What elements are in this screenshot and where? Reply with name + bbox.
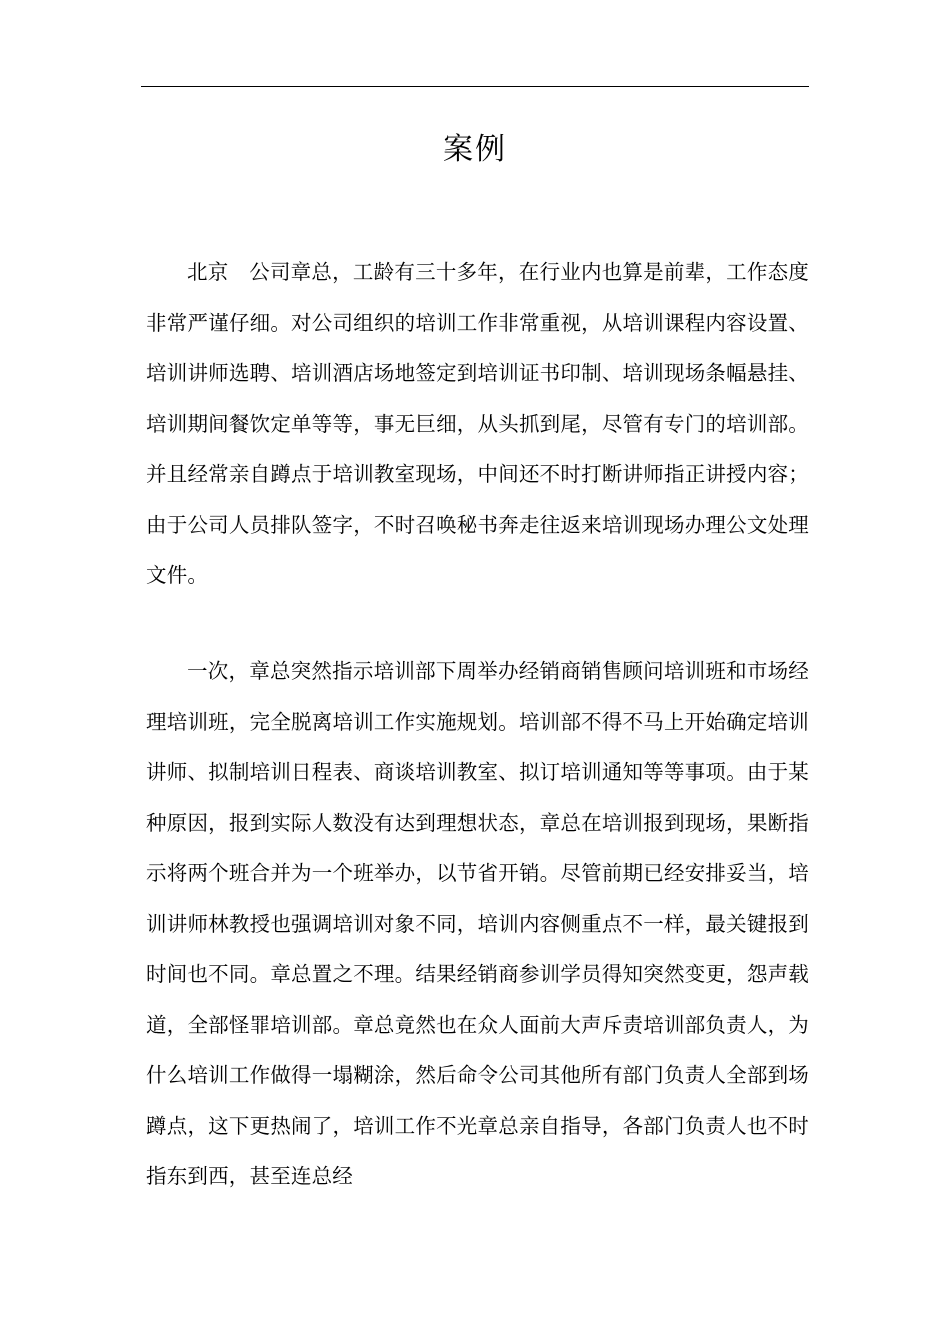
paragraph-2: 一次，章总突然指示培训部下周举办经销商销售顾问培训班和市场经理培训班，完全脱离培训工作实施规划。培训部不得不马上开始确定培训讲师、拟制培训日程表、商谈培训教室、拟订培训通知等等事项。由于某种原因，报到实际人数没有达到理想状态，章总在培训报到现场，果断指示将两个班合并为一个班举办，以节省开销。尽管前期已经安排妥当，培训讲师林教授也强调培训对象不同，培训内容侧重点不一样，最关键报到时间也不同。章总置之不理。结果经销商参训学员得知突然变更，怨声载道，全部怪罪培训部。章总竟然也在众人面前大声斥责培训部负责人，为什么培训工作做得一塌糊涂，然后命令公司其他所有部门负责人全部到场蹲点，这下更热闹了，培训工作不光章总亲自指导，各部门负责人也不时指东到西，甚至连总经 [146,659,809,1188]
paragraph-1: 北京 公司章总，工龄有三十多年，在行业内也算是前辈，工作态度非常严谨仔细。对公司组织的培训工作非常重视，从培训课程内容设置、培训讲师选聘、培训酒店场地签定到培训证书印制、培训现场条幅悬挂、培训期间餐饮定单等等，事无巨细，从头抓到尾，尽管有专门的培训部。并且经常亲自蹲点于培训教室现场，中间还不时打断讲师指正讲授内容；由于公司人员排队签字，不时召唤秘书奔走往返来培训现场办理公文处理文件。 [146,260,809,587]
header-rule [141,86,809,87]
document-title: 案例 [443,132,507,168]
